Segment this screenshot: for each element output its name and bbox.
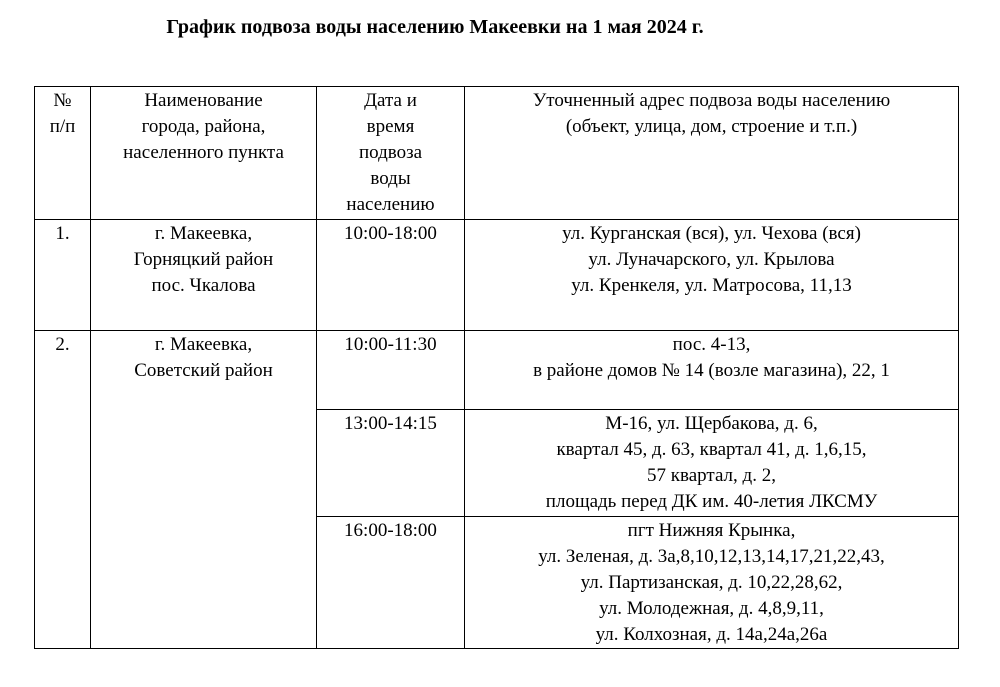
header-text-line: населению: [346, 194, 435, 215]
address-line: пос. 4-13,: [672, 334, 751, 355]
time-cell: 10:00-18:00: [317, 220, 465, 331]
header-text-line: города, района,: [141, 116, 266, 137]
header-locality: [91, 87, 317, 220]
time-cell: 10:00-11:30: [317, 331, 465, 410]
header-text-line: п/п: [49, 116, 76, 137]
table-row: [35, 331, 959, 410]
water-schedule-table: [34, 86, 959, 649]
address-line: ул. Зеленая, д. 3а,8,10,12,13,14,17,21,22,43,: [538, 546, 885, 567]
row-number: 2.: [35, 331, 91, 649]
address-cell: [465, 220, 959, 331]
document-title: График подвоза воды населению Макеевки на 1 мая 2024 г.: [166, 16, 704, 38]
address-line: ул. Партизанская, д. 10,22,28,62,: [580, 572, 843, 593]
address-cell: [465, 410, 959, 517]
address-cell: [465, 331, 959, 410]
address-line: ул. Колхозная, д. 14а,24а,26а: [595, 624, 828, 645]
header-text-line: (объект, улица, дом, строение и т.п.): [565, 116, 858, 137]
address-line: ул. Кренкеля, ул. Матросова, 11,13: [571, 275, 852, 296]
header-text-line: Уточненный адрес подвоза воды населению: [532, 90, 891, 111]
address-line: квартал 45, д. 63, квартал 41, д. 1,6,15,: [556, 439, 867, 460]
time-cell: 13:00-14:15: [317, 410, 465, 517]
header-text-line: Дата и: [364, 90, 417, 111]
locality-line: г. Макеевка,: [154, 334, 253, 355]
header-text-line: воды: [370, 168, 411, 189]
address-line: М-16, ул. Щербакова, д. 6,: [605, 413, 818, 434]
locality-cell: [91, 331, 317, 649]
address-cell: [465, 517, 959, 649]
header-text-line: время: [366, 116, 415, 137]
address-line: пгт Нижняя Крынка,: [627, 520, 796, 541]
address-line: ул. Курганская (вся), ул. Чехова (вся): [562, 223, 861, 244]
header-number: [35, 87, 91, 220]
header-time: [317, 87, 465, 220]
time-cell: 16:00-18:00: [317, 517, 465, 649]
header-text-line: Наименование: [144, 90, 263, 111]
header-address: [465, 87, 959, 220]
address-line: в районе домов № 14 (возле магазина), 22, 1: [533, 360, 890, 381]
table-header-row: [35, 87, 959, 220]
locality-cell: [91, 220, 317, 331]
header-text-line: населенного пункта: [123, 142, 284, 163]
locality-line: пос. Чкалова: [151, 275, 256, 296]
locality-line: г. Макеевка,: [154, 223, 253, 244]
locality-line: Горняцкий район: [133, 249, 274, 270]
row-number: 1.: [35, 220, 91, 331]
header-text-line: подвоза: [358, 142, 423, 163]
address-line: ул. Молодежная, д. 4,8,9,11,: [599, 598, 824, 619]
address-line: 57 квартал, д. 2,: [647, 465, 776, 486]
header-text-line: №: [53, 90, 72, 111]
locality-line: Советский район: [134, 360, 273, 381]
address-line: ул. Луначарского, ул. Крылова: [588, 249, 835, 270]
address-line: площадь перед ДК им. 40-летия ЛКСМУ: [545, 491, 878, 512]
table-row: [35, 220, 959, 331]
